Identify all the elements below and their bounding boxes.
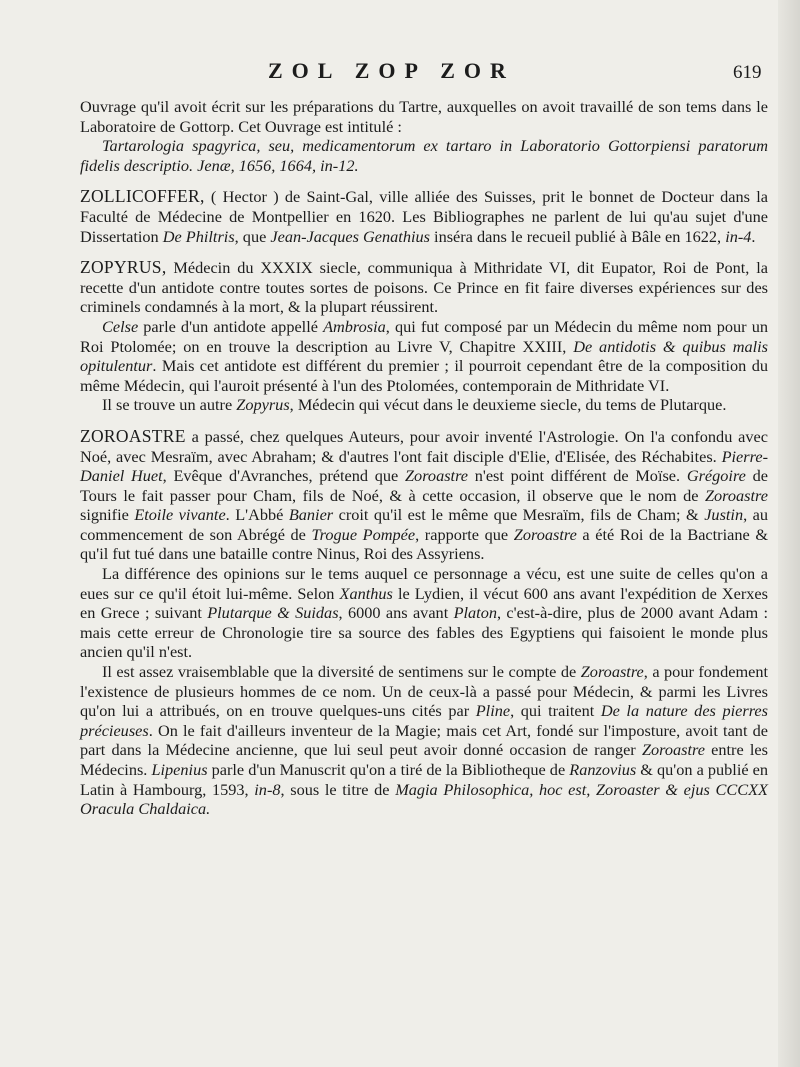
italic-segment: Pierre-Daniel Huet bbox=[80, 446, 768, 486]
page-body bbox=[80, 97, 768, 819]
zoroastre-paragraph-3 bbox=[80, 662, 768, 819]
text-segment: a passé, chez quelques Auteurs, pour avoir inventé l'Astrologie. On l'a confondu avec Noé, avec Mesraïm, avec Abraham; & d'autres l'ont fait disciple d'Elie, d'Elisée, des Réchabites. bbox=[80, 426, 768, 466]
text-segment: , Médecin qui vécut dans le deuxieme siecle, du tems de Plutarque. bbox=[289, 395, 727, 415]
text-segment: , a pour fondement l'existence de plusieurs hommes de ce nom. Un de ceux-là a passé pour Médecin, & parmi les Livres qu'on lui a attribués, on en trouve quelques-uns cités par bbox=[80, 662, 768, 721]
italic-segment: Lipenius bbox=[151, 760, 208, 779]
italic-segment: Zoroastre bbox=[580, 662, 644, 682]
italic-segment: Ambrosia bbox=[323, 316, 386, 336]
text-segment: . bbox=[751, 226, 756, 246]
entry-zopyrus bbox=[80, 258, 768, 317]
entry-zoroastre bbox=[80, 427, 768, 564]
text-segment: signifie bbox=[80, 505, 135, 525]
text-segment: parle d'un Manuscrit qu'on a tiré de la Bibliotheque de bbox=[207, 760, 570, 779]
text-segment: , 6000 ans avant bbox=[338, 603, 454, 623]
entry-name-zoroastre: ZOROASTRE bbox=[80, 425, 186, 446]
text-segment: Il est assez vraisemblable que la diversité de sentimens sur le compte de bbox=[102, 662, 581, 682]
italic-segment: Zoroastre bbox=[513, 524, 577, 544]
intro-title-italic: Tartarologia spagyrica, seu, medicamentorum ex tartaro in Laboratorio Gottorpiensi paratorum fidelis descriptio. Jenæ, 1656, 1664, in-12. bbox=[80, 136, 768, 175]
text-segment: , qui fut composé par un Médecin du même nom pour un Roi Ptolomée; on en trouve la description au Livre V, Chapitre XXIII, bbox=[80, 316, 768, 356]
italic-segment: De antidotis & quibus malis opitulentur bbox=[80, 336, 768, 376]
text-segment: . On le fait d'ailleurs inventeur de la Magie; mais cet Art, fondé sur l'imposture, avoit tant de part dans la Médecine ancienne, que lui seul peut avoir donné occasion de ranger bbox=[80, 720, 768, 760]
zopyrus-paragraph-3 bbox=[80, 395, 768, 415]
italic-segment: Magia Philosophica, hoc est, Zoroaster & ejus CCCXX Oracula Chaldaica. bbox=[80, 779, 768, 819]
italic-segment: Zoroastre bbox=[704, 485, 768, 505]
italic-segment: Celse bbox=[102, 316, 139, 336]
text-segment: , c'est-à-dire, plus de 2000 avant Adam : mais cette erreur de Chronologie tire sa source des fables des Egyptiens qui faisoient le monde plus ancien qu'il n'est. bbox=[80, 603, 769, 662]
text-segment: , sous le titre de bbox=[280, 779, 396, 799]
italic-segment: Platon bbox=[453, 603, 497, 623]
italic-segment: Ranzovius bbox=[569, 760, 637, 779]
text-segment: , rapporte que bbox=[415, 524, 514, 544]
text-segment: & qu'on a publié en Latin à Hambourg, 1593, bbox=[80, 760, 769, 799]
italic-segment: Etoile vivante bbox=[134, 505, 226, 525]
italic-segment: Zoroastre bbox=[405, 466, 469, 486]
italic-segment: Trogue Pompée bbox=[311, 524, 416, 544]
page-number: 619 bbox=[733, 62, 762, 83]
italic-segment: Plutarque & Suidas bbox=[207, 603, 339, 623]
italic-segment: De Philtris bbox=[162, 226, 235, 246]
italic-segment: Banier bbox=[288, 505, 334, 525]
zopyrus-paragraph-2 bbox=[80, 317, 768, 395]
page-edge-shadow bbox=[778, 0, 800, 1067]
italic-segment: Pline bbox=[475, 701, 511, 721]
text-segment: croit qu'il est le même que Mesraïm, fils de Cham; & bbox=[333, 505, 705, 525]
text-segment: . Mais cet antidote est différent du premier ; il pourroit cependant être de la composition du même Médecin, qui l'auroit présenté à l'un des Ptolomées, contemporain de Mithridate VI. bbox=[80, 356, 768, 395]
intro-title bbox=[80, 136, 768, 175]
text-segment: inséra dans le recueil publié à Bâle en 1622, bbox=[429, 226, 726, 246]
text-segment: La différence des opinions sur le tems auquel ce personnage a vécu, est une suite de celles qu'on a eues sur ce qu'il étoit lui-même. Selon bbox=[80, 564, 768, 603]
entry-name-zollicoffer: ZOLLICOFFER, bbox=[80, 186, 205, 207]
text-segment: , qui traitent bbox=[510, 701, 601, 721]
text-segment: n'est point différent de Moïse. bbox=[468, 466, 687, 486]
zoroastre-paragraph-2 bbox=[80, 564, 768, 662]
italic-segment: Justin bbox=[704, 505, 744, 525]
text-segment: parle d'un antidote appellé bbox=[138, 316, 324, 336]
italic-segment: Zoroastre bbox=[641, 740, 705, 760]
text-segment: ( Hector ) de Saint-Gal, ville alliée des Suisses, prit le bonnet de Docteur dans la Faculté de Médecine de Montpellier en 1620. Les Bibliographes ne parlent de lui qu'au sujet d'une Dissertation bbox=[80, 187, 768, 246]
italic-segment: Grégoire bbox=[686, 466, 746, 486]
header-title: ZOL ZOP ZOR bbox=[268, 58, 515, 83]
intro-text: Ouvrage qu'il avoit écrit sur les préparations du Tartre, auxquelles on avoit travaillé de son tems dans le Laboratoire de Gottorp. Cet Ouvrage est intitulé : bbox=[80, 97, 768, 136]
text-segment: Médecin du XXXIX siecle, communiqua à Mithridate VI, dit Eupator, Roi de Pont, la recette d'un antidote contre toutes sortes de poisons. Ce Prince en fit faire diverses expériences sur des criminels condamnés à la mort, & la plupart réussirent. bbox=[80, 258, 768, 317]
italic-segment: Xanthus bbox=[339, 583, 393, 603]
entry-name-zopyrus: ZOPYRUS, bbox=[80, 257, 167, 278]
italic-segment: Jean-Jacques Genathius bbox=[270, 226, 430, 246]
text-segment: entre les Médecins. bbox=[80, 740, 768, 779]
text-segment: . L'Abbé bbox=[225, 505, 289, 525]
text-segment: de Tours le fait passer pour Cham, fils de Noé, & à cette occasion, il observe que le nom de bbox=[80, 466, 768, 505]
running-header bbox=[0, 58, 800, 92]
text-segment: , au commencement de son Abrégé de bbox=[80, 505, 769, 544]
text-segment: , que bbox=[234, 226, 271, 246]
italic-segment: Zopyrus bbox=[236, 395, 290, 415]
text-segment: a été Roi de la Bactriane & qu'il fut tué dans une bataille contre Ninus, Roi des Assyriens. bbox=[80, 524, 769, 564]
italic-segment: in-8 bbox=[254, 779, 281, 799]
italic-segment: De la nature des pierres précieuses bbox=[80, 701, 768, 740]
italic-segment: in-4 bbox=[725, 226, 752, 246]
text-segment: le Lydien, il vécut 600 ans avant l'expédition de Xerxes en Grece ; suivant bbox=[80, 583, 768, 623]
intro-paragraph bbox=[80, 97, 768, 175]
text-segment: , Evêque d'Avranches, prétend que bbox=[162, 466, 405, 486]
text-segment: Il se trouve un autre bbox=[102, 395, 237, 415]
entry-zollicoffer bbox=[80, 187, 768, 246]
